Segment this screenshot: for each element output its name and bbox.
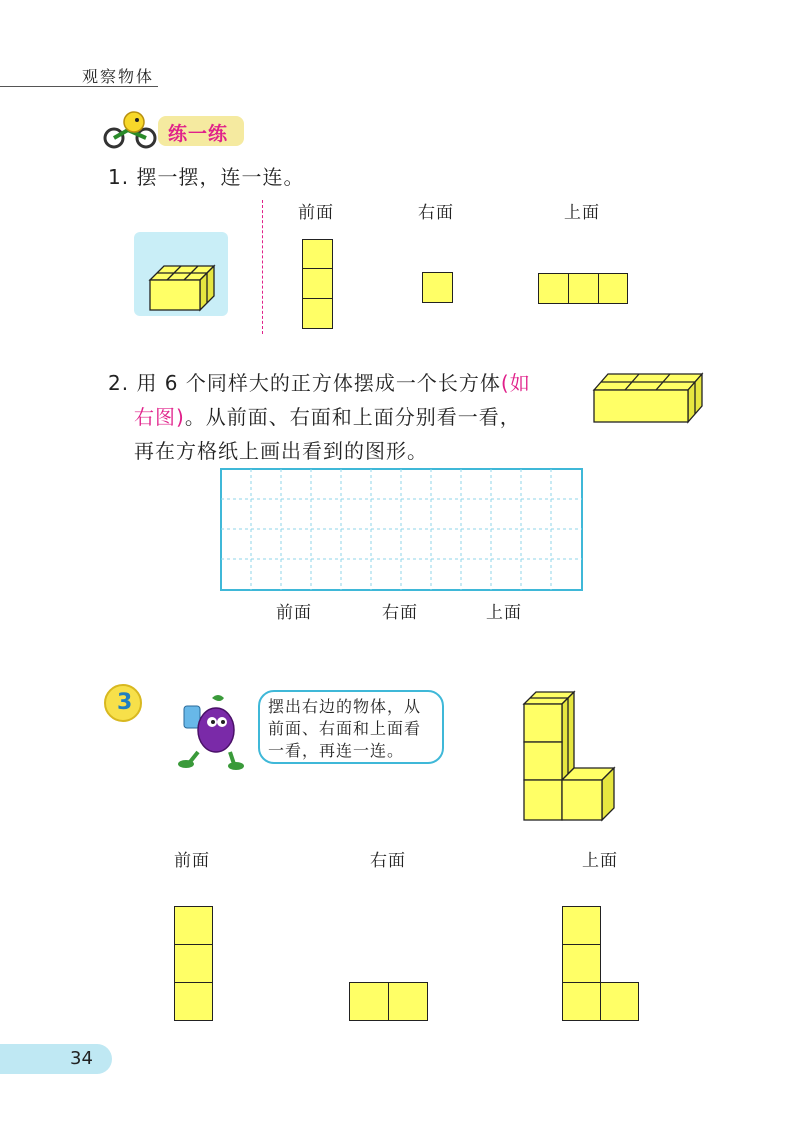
q1-model-cubes [140, 240, 226, 312]
q3-label-front: 前面 [174, 851, 210, 871]
q3-bubble-line-3: 一看，再连一连。 [268, 741, 405, 760]
bike-mascot-icon [100, 110, 160, 150]
q2-label-top: 上面 [486, 603, 522, 623]
practice-badge [158, 116, 244, 146]
cube [538, 273, 569, 304]
cube [349, 982, 389, 1021]
practice-badge-label: 练一练 [168, 123, 229, 145]
cube [174, 944, 213, 983]
q3-label-right: 右面 [370, 851, 406, 871]
q2-text [108, 366, 568, 468]
cube [302, 298, 333, 329]
cube [562, 982, 601, 1021]
cube [388, 982, 428, 1021]
page-number-tab [0, 1044, 112, 1074]
q2-line2-a: 右图) [134, 405, 185, 429]
q2-line2-b: 。从前面、右面和上面分别看一看， [184, 405, 521, 429]
q1-label-top: 上面 [564, 203, 600, 223]
cube [174, 982, 213, 1021]
q1-text: 1. 摆一摆，连一连。 [108, 165, 305, 189]
cube [302, 268, 333, 299]
q3-model-cubes [520, 690, 620, 826]
cube [302, 239, 333, 269]
cube [600, 982, 639, 1021]
eggplant-mascot-icon [168, 690, 250, 772]
header-rule [0, 86, 158, 87]
cube [174, 906, 213, 945]
q3-bubble-line-1: 摆出右边的物体，从 [268, 697, 422, 716]
cube [562, 906, 601, 945]
cube [598, 273, 628, 304]
q1-label-right: 右面 [418, 203, 454, 223]
q2-model-cubes [590, 368, 706, 426]
q3-speech-bubble [258, 690, 444, 764]
cube [568, 273, 599, 304]
q3-number-badge [104, 684, 142, 722]
q2-grid-paper [220, 468, 584, 592]
q2-line1-b: (如 [500, 371, 531, 395]
q2-line3: 再在方格纸上画出看到的图形。 [134, 439, 428, 463]
q1-label-front: 前面 [298, 203, 334, 223]
page-number: 34 [70, 1048, 93, 1069]
q3-bubble-line-2: 前面、右面和上面看 [268, 719, 422, 738]
cube [422, 272, 453, 303]
q1-divider [262, 200, 263, 334]
q3-label-top: 上面 [582, 851, 618, 871]
cube [562, 944, 601, 983]
q1-model-panel [134, 232, 228, 316]
q2-line1-a: 2. 用 6 个同样大的正方体摆成一个长方体 [108, 371, 501, 395]
q3-number: 3 [117, 690, 133, 715]
q2-label-right: 右面 [382, 603, 418, 623]
q2-label-front: 前面 [276, 603, 312, 623]
page-header-title: 观察物体 [82, 67, 155, 86]
